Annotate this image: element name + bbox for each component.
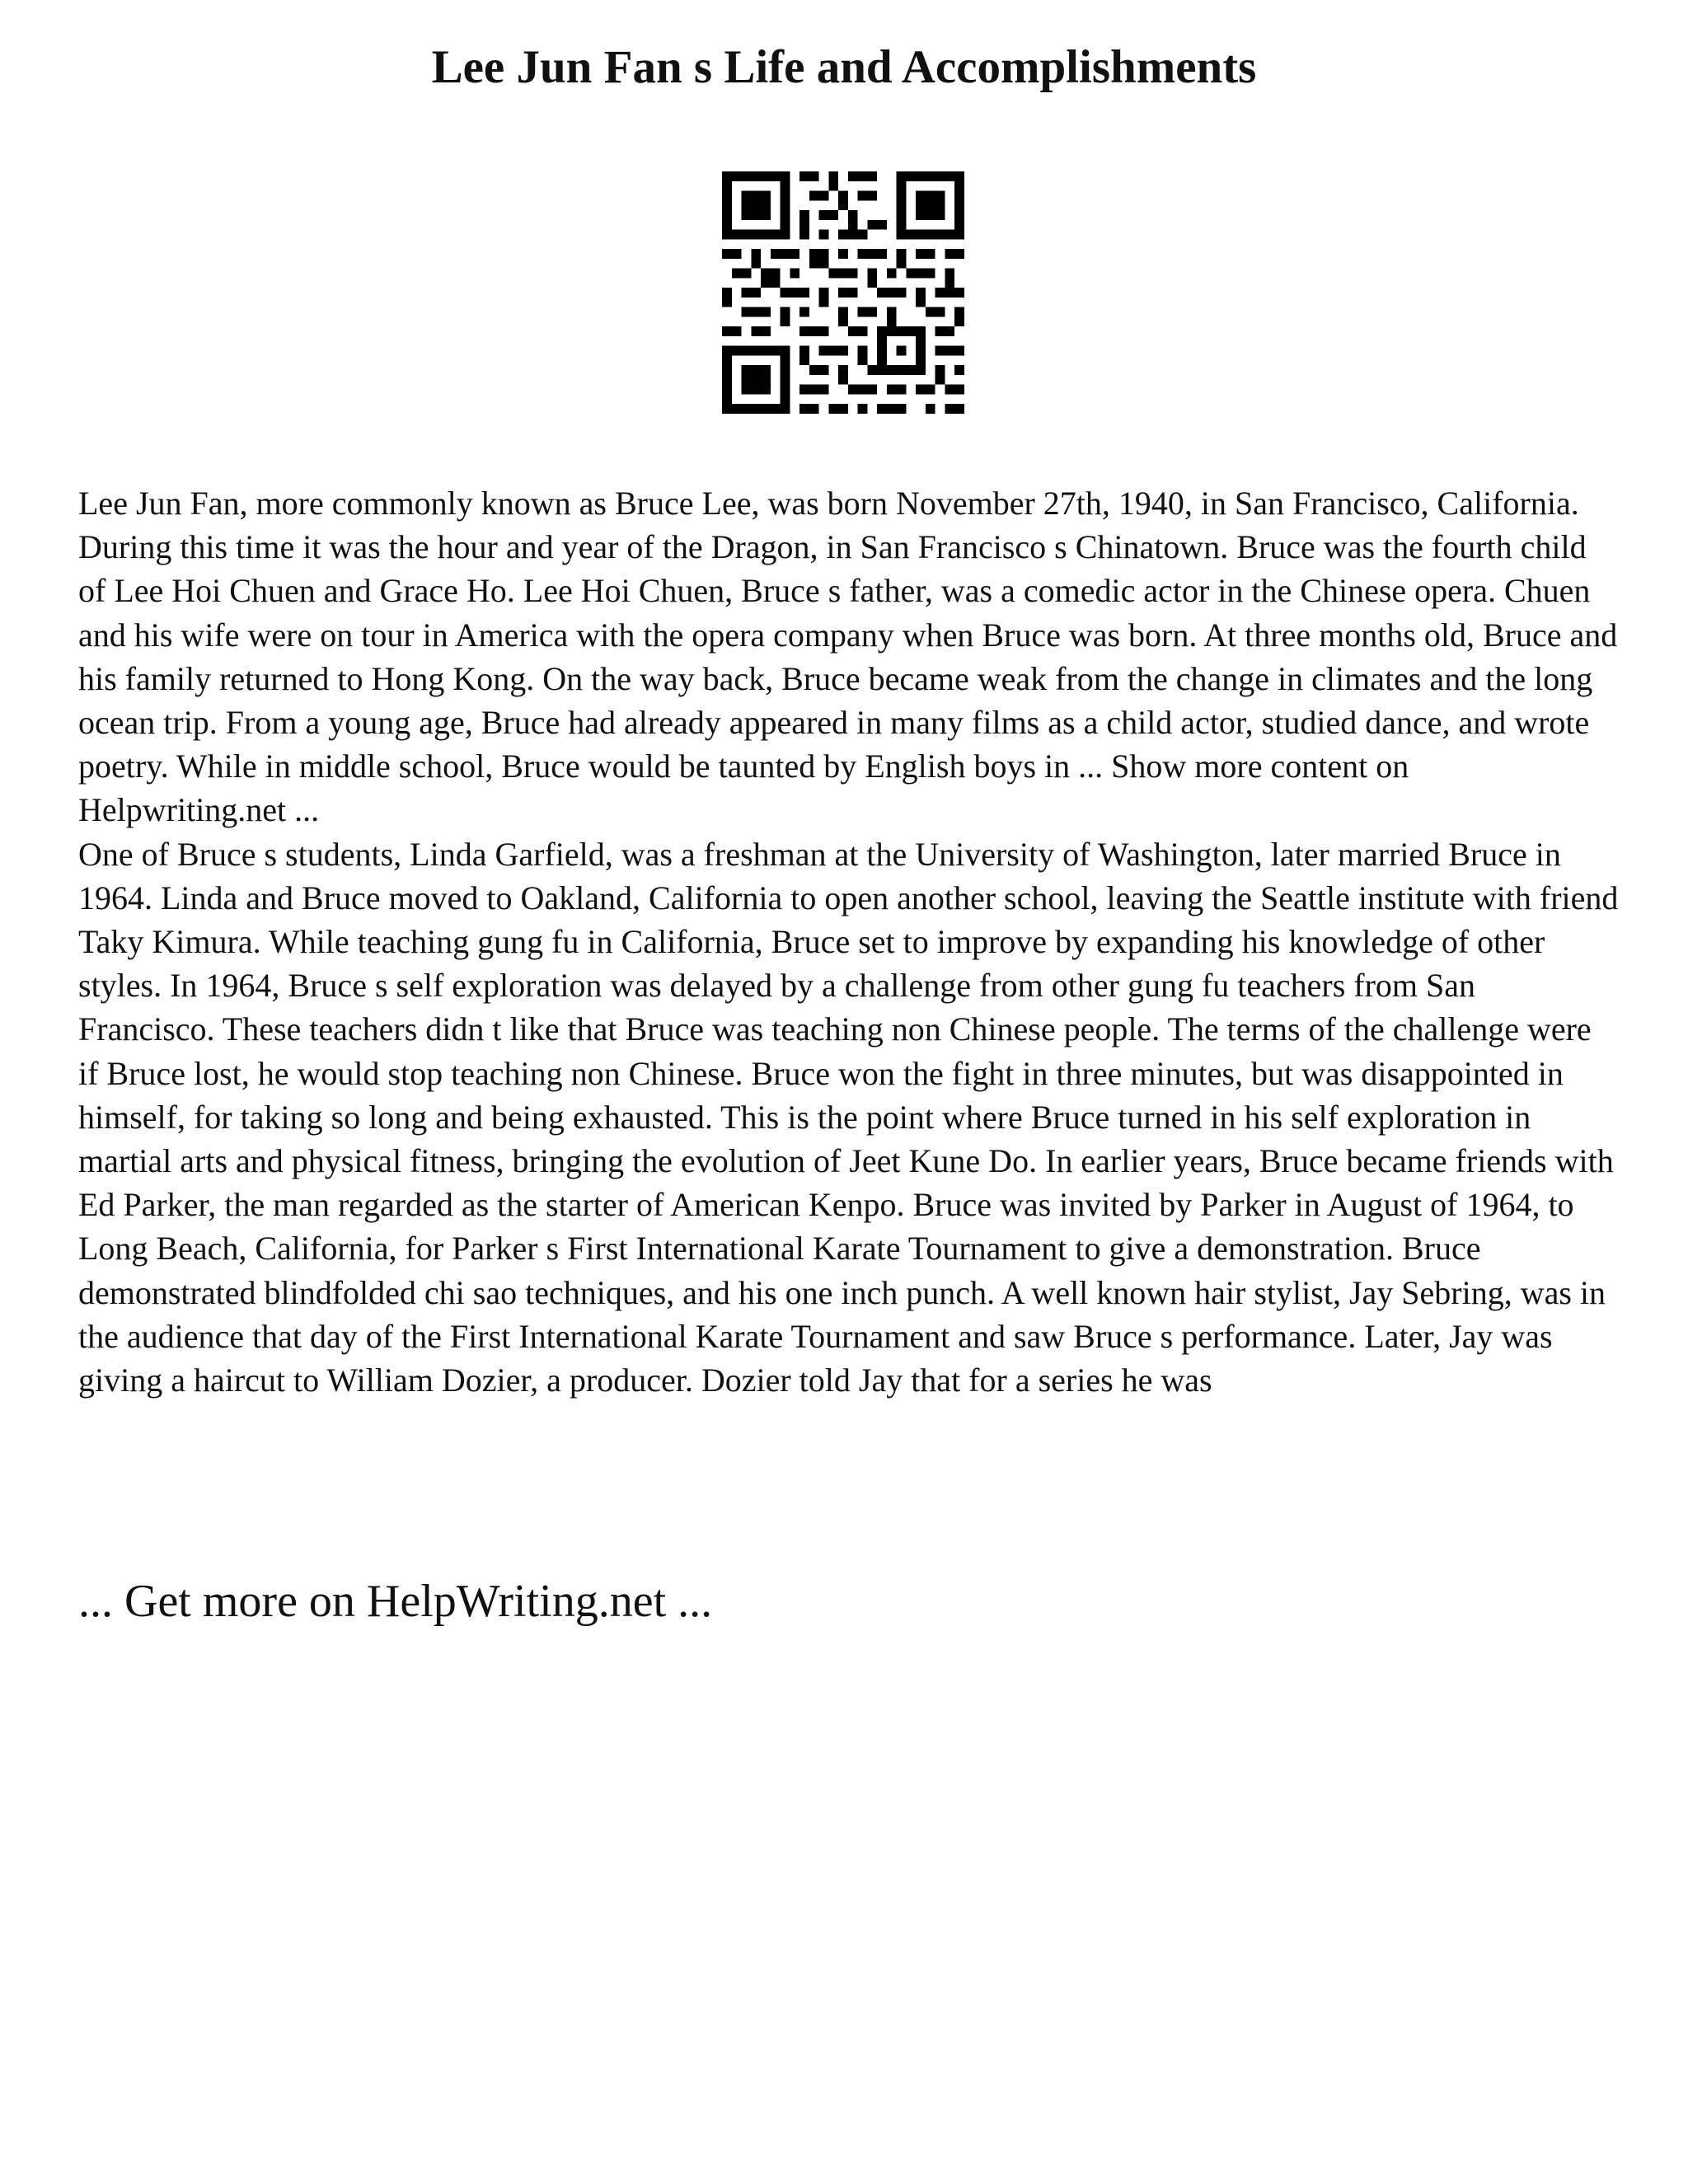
get-more-link[interactable]: ... Get more on HelpWriting.net ...: [78, 1576, 713, 1627]
document-title: Lee Jun Fan s Life and Accomplishments: [431, 41, 1257, 93]
paragraph: One of Bruce s students, Linda Garfield, was a freshman at the University of Washington, later married Bruce in 1964. Linda and Bruce moved to Oakland, California to open another school, leaving the Seattle institute with friend Taky Kimura. While teaching gung fu in California, Bruce set to improve by expanding his knowledge of other styles. In 1964, Bruce s self exploration was delayed by a challenge from other gung fu teachers from San Francisco. These teachers didn t like that Bruce was teaching non Chinese people. The terms of the challenge were if Bruce lost, he would stop teaching non Chinese. Bruce won the fight in three minutes, but was disappointed in himself, for taking so long and being exhausted. This is the point where Bruce turned in his self exploration in martial arts and physical fitness, bringing the evolution of Jeet Kune Do. In earlier years, Bruce became friends with Ed Parker, the man regarded as the starter of American Kenpo. Bruce was invited by Parker in August of 1964, to Long Beach, California, for Parker s First International Karate Tournament to give a demonstration. Bruce demonstrated blindfolded chi sao techniques, and his one inch punch. A well known hair stylist, Jay Sebring, was in the audience that day of the First International Karate Tournament and saw Bruce s performance. Later, Jay was giving a haircut to William Dozier, a producer. Dozier told Jay that for a series he was: [78, 835, 1619, 1399]
article-body: [78, 481, 1620, 1402]
paragraph: Lee Jun Fan, more commonly known as Bruce Lee, was born November 27th, 1940, in San Francisco, California. During this time it was the hour and year of the Dragon, in San Francisco s Chinatown. Bruce was the fourth child of Lee Hoi Chuen and Grace Ho. Lee Hoi Chuen, Bruce s father, was a comedic actor in the Chinese opera. Chuen and his wife were on tour in America with the opera company when Bruce was born. At three months old, Bruce and his family returned to Hong Kong. On the way back, Bruce became weak from the change in climates and the long ocean trip. From a young age, Bruce had already appeared in many films as a child actor, studied dance, and wrote poetry. While in middle school, Bruce would be taunted by English boys in ... Show more content on Helpwriting.net ...: [78, 485, 1618, 829]
qr-code-icon: [722, 171, 964, 414]
